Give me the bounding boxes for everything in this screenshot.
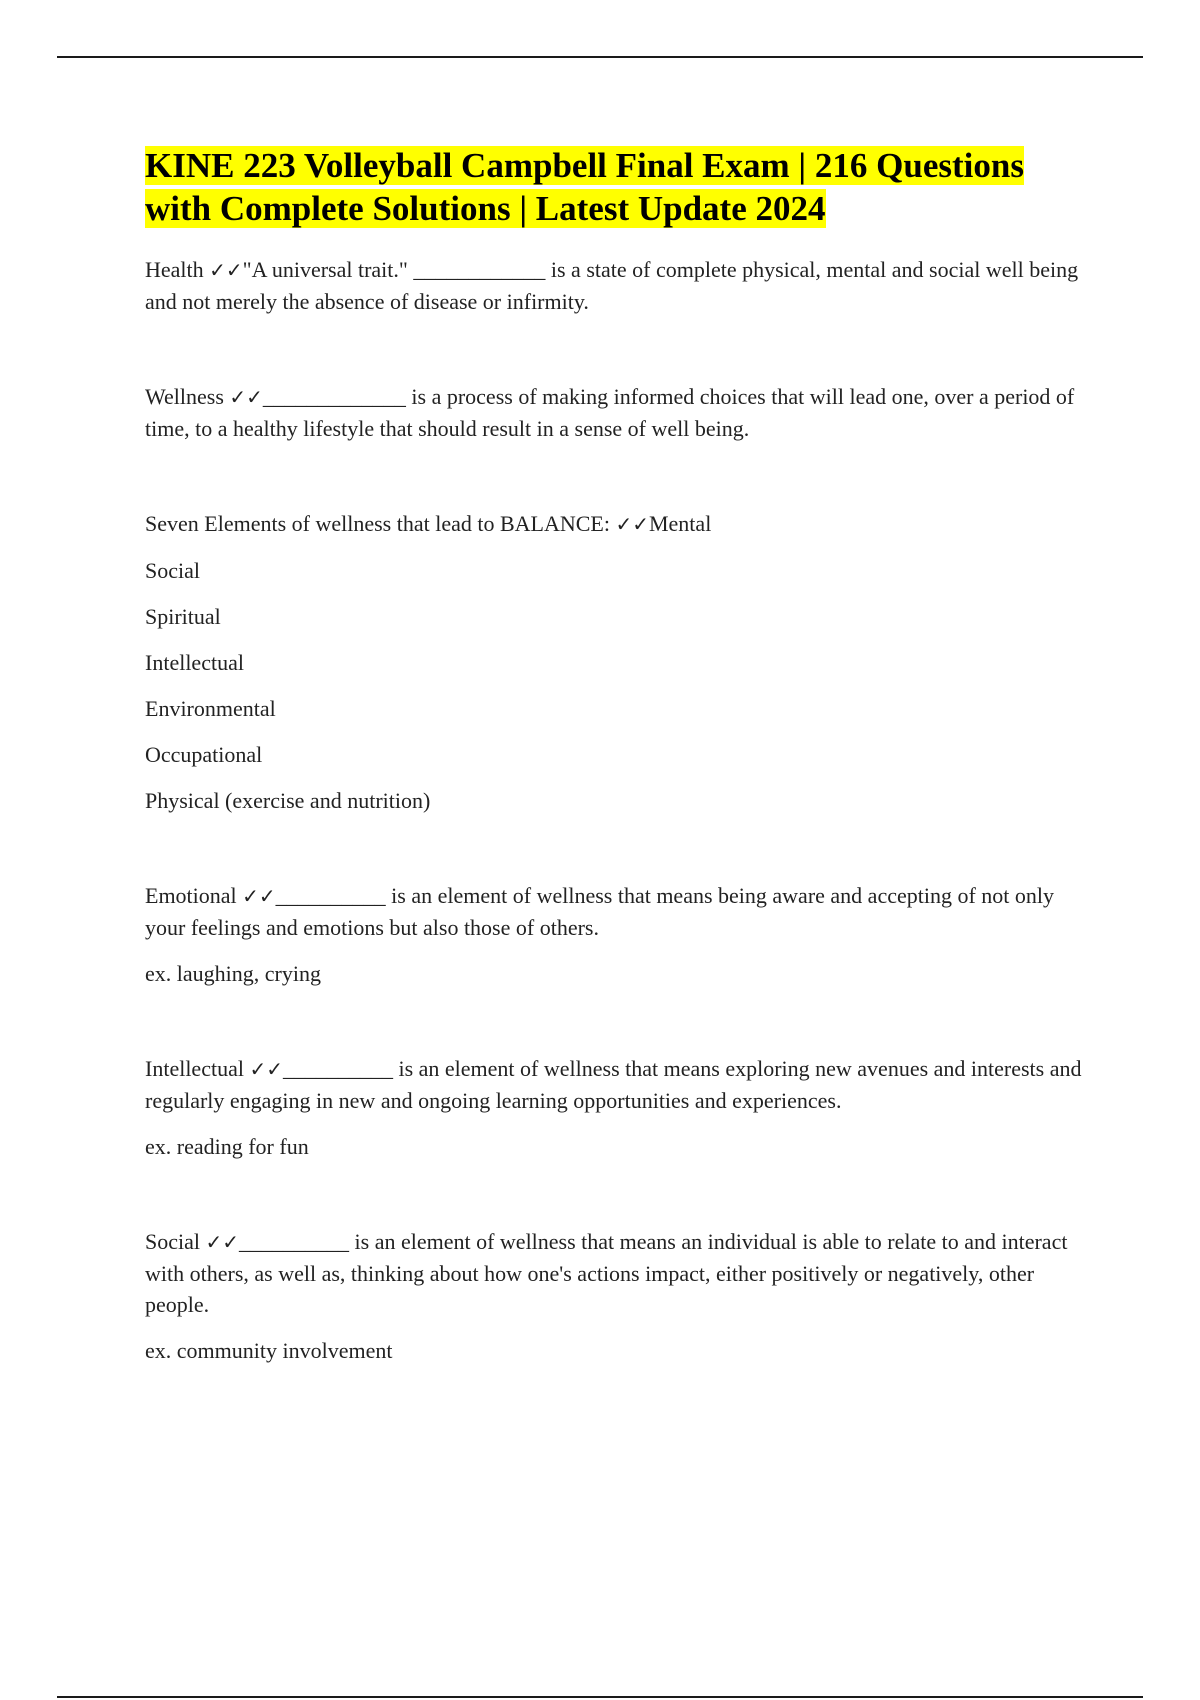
qa-answer: __________ is an element of wellness that means exploring new avenues and interests and regularly engaging in new and ongoing learning opportunities and experiences. xyxy=(145,1056,1082,1113)
example-line: ex. community involvement xyxy=(145,1338,393,1363)
qa-term: Health xyxy=(145,257,204,282)
entry-spacer xyxy=(145,816,1090,880)
qa-line xyxy=(145,1226,1090,1320)
entry-spacer xyxy=(145,989,1090,1053)
qa-term: Social xyxy=(145,1229,200,1254)
entry-spacer xyxy=(145,317,1090,381)
list-item: Environmental xyxy=(145,696,276,721)
qa-answer: Mental xyxy=(648,511,712,536)
qa-entry-intellectual xyxy=(145,1053,1090,1162)
qa-answer: __________ is an element of wellness that means being aware and accepting of not only your feelings and emotions but also those of others. xyxy=(145,883,1055,940)
example-line: ex. reading for fun xyxy=(145,1134,309,1159)
qa-term: Intellectual xyxy=(145,1056,244,1081)
title-highlight: KINE 223 Volleyball Campbell Final Exam | 216 Questions with Complete Solutions | Latest Update 2024 xyxy=(145,146,1024,228)
qa-term: Seven Elements of wellness that lead to BALANCE: xyxy=(145,511,610,536)
entry-spacer xyxy=(145,1162,1090,1226)
list-item: Physical (exercise and nutrition) xyxy=(145,788,431,813)
example-line: ex. laughing, crying xyxy=(145,961,321,986)
qa-answer: "A universal trait." ____________ is a state of complete physical, mental and social well being and not merely the absence of disease or infirmity. xyxy=(145,257,1079,314)
list-item: Spiritual xyxy=(145,604,221,629)
document-title xyxy=(145,144,1090,230)
qa-answer: __________ is an element of wellness that means an individual is able to relate to and interact with others, as well as, thinking about how one's actions impact, either positively or negatively, other people. xyxy=(145,1229,1068,1317)
double-check-icon: ✓✓ xyxy=(249,1057,283,1081)
qa-entry-emotional xyxy=(145,880,1090,989)
list-item: Social xyxy=(145,558,200,583)
qa-line xyxy=(145,381,1090,444)
qa-term: Emotional xyxy=(145,883,237,908)
list-item: Intellectual xyxy=(145,650,244,675)
qa-entry-social xyxy=(145,1226,1090,1366)
qa-line xyxy=(145,508,1090,540)
qa-entry-wellness xyxy=(145,381,1090,444)
double-check-icon: ✓✓ xyxy=(205,1230,240,1254)
qa-answer: _____________ is a process of making informed choices that will lead one, over a period of time, to a healthy lifestyle that should result in a sense of well being. xyxy=(145,384,1075,441)
qa-entry-seven-elements xyxy=(145,508,1090,816)
qa-line xyxy=(145,1053,1090,1116)
top-rule xyxy=(57,56,1143,58)
list-item: Occupational xyxy=(145,742,263,767)
entry-spacer xyxy=(145,444,1090,508)
document-body xyxy=(145,144,1090,1366)
double-check-icon: ✓✓ xyxy=(209,258,243,282)
double-check-icon: ✓✓ xyxy=(229,385,263,409)
qa-term: Wellness xyxy=(145,384,224,409)
bottom-rule xyxy=(57,1696,1143,1698)
qa-line xyxy=(145,254,1090,317)
qa-line xyxy=(145,880,1090,943)
double-check-icon: ✓✓ xyxy=(615,512,649,536)
double-check-icon: ✓✓ xyxy=(242,884,276,908)
qa-entry-health xyxy=(145,254,1090,317)
